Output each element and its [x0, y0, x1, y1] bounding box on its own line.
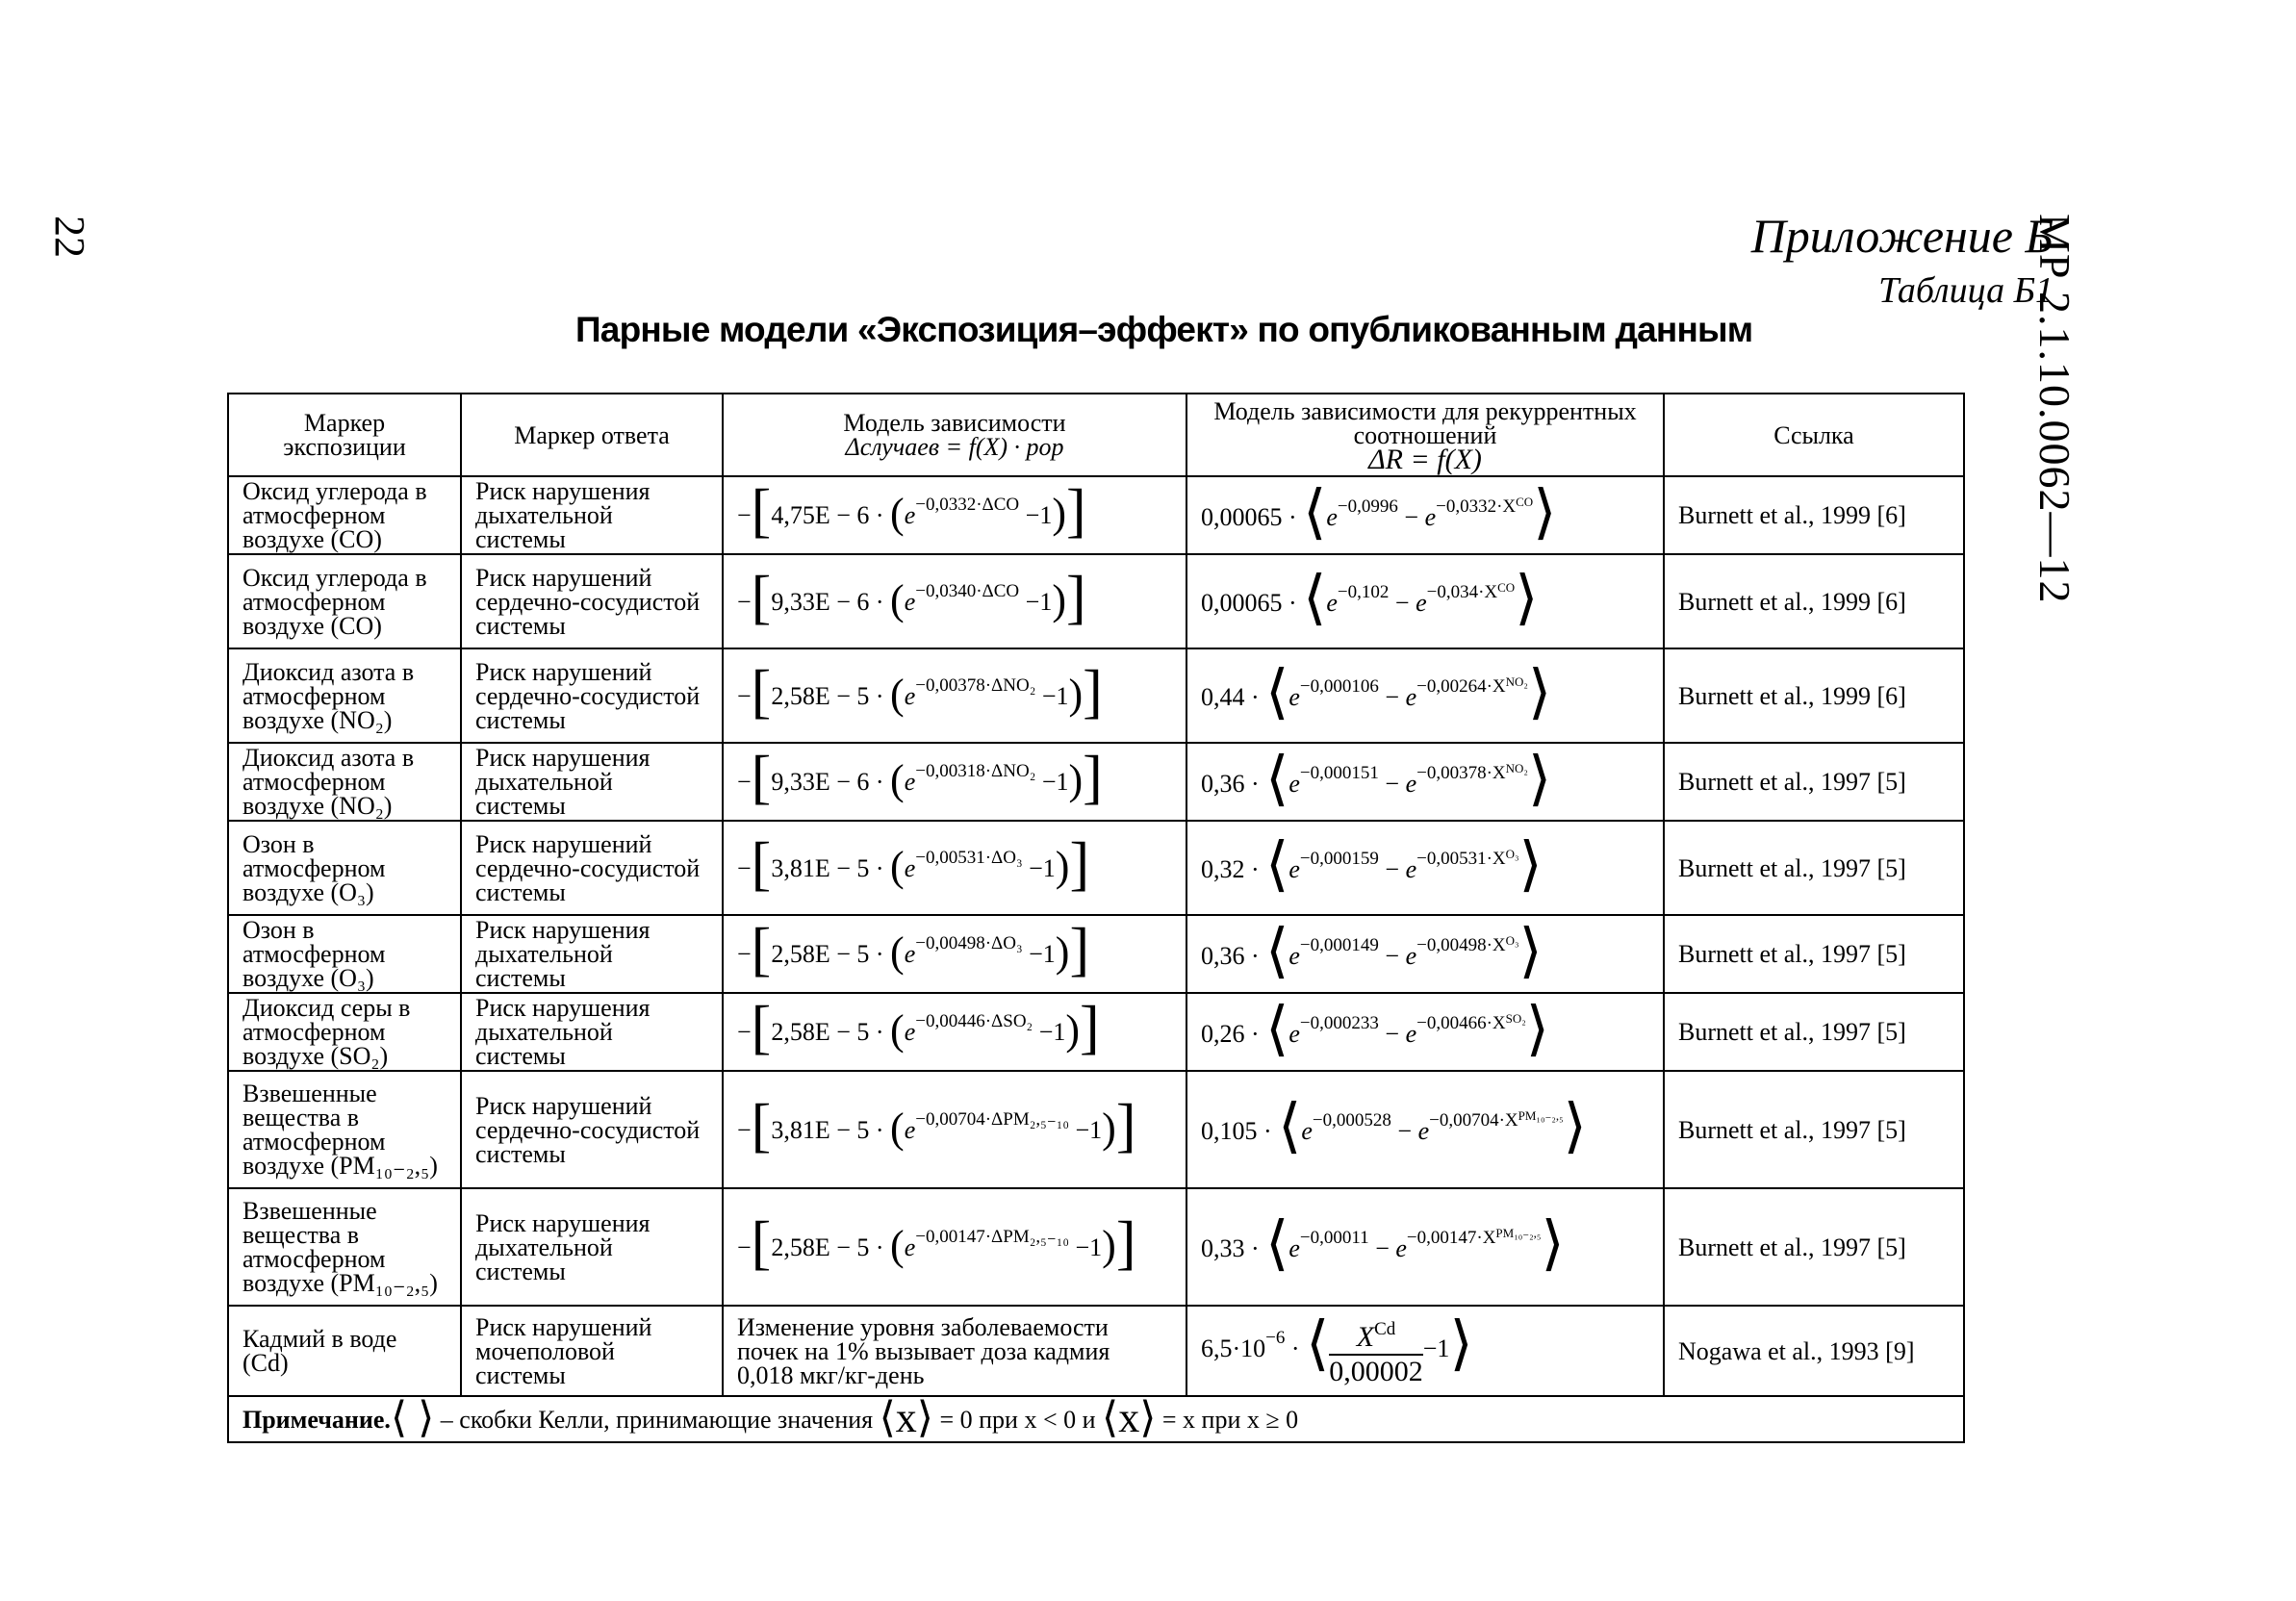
kelly-bracket-open: ⟨: [1265, 832, 1289, 898]
minus-sign: −: [737, 1233, 752, 1261]
paren-close: ): [1055, 928, 1070, 976]
header-model-label: Модель зависимости: [843, 409, 1066, 437]
model-exponent: −0,0340·ΔCO: [915, 580, 1020, 601]
reference-cell: Burnett et al., 1999 [6]: [1664, 554, 1964, 648]
euler-e: e: [1326, 502, 1338, 531]
recurrent-exponent-2: [1427, 582, 1516, 602]
recurrent-exponent-2-base: −0,00147·X: [1406, 1228, 1496, 1248]
model-formula-cell: [723, 554, 1186, 648]
recurrent-coefficient: 0,33: [1201, 1234, 1245, 1262]
bracket-open: [: [751, 478, 772, 544]
minus-sign: −: [737, 587, 752, 616]
model-coefficient: 2,58E − 5: [771, 940, 870, 968]
recurrent-exponent-2: [1416, 849, 1518, 869]
exposure-cell: Кадмий в воде (Cd): [228, 1306, 461, 1396]
recurrent-exponent-2-sup: O₃: [1505, 932, 1519, 948]
euler-e: e: [1288, 1234, 1300, 1262]
recurrent-exponent-2: [1436, 496, 1533, 517]
minus-sign: −: [737, 853, 752, 882]
minus-one: −1: [1022, 853, 1056, 882]
recurrent-coefficient: 6,5·10: [1201, 1334, 1266, 1362]
kelly-bracket-close: ⟩: [1518, 918, 1543, 984]
exposure-cell: Взвешенные вещества в атмосферном воздухе (PM₁₀₋₂,₅): [228, 1071, 461, 1188]
dot-operator: ·: [1282, 589, 1304, 617]
dot-operator: ·: [1244, 769, 1266, 798]
recurrent-exponent-2: [1416, 760, 1528, 783]
paren-open: (: [890, 1221, 905, 1269]
minus-one: −1: [1033, 1018, 1066, 1046]
table-row: [228, 476, 1964, 554]
dot-operator: ·: [869, 1115, 891, 1144]
recurrent-formula-cell: [1186, 1188, 1664, 1306]
note-text: – скобки Келли, принимающие значения: [440, 1405, 874, 1434]
recurrent-coefficient: 0,32: [1201, 855, 1245, 883]
model-coefficient: 3,81E − 5: [771, 853, 870, 882]
model-formula-cell: [723, 1071, 1186, 1188]
minus-sign: −: [1368, 1234, 1396, 1262]
recurrent-exponent-2: [1416, 676, 1528, 697]
model-exponent: −0,00446·ΔSO₂: [915, 1011, 1033, 1031]
table-number: Таблица Б1: [1878, 270, 2054, 311]
response-cell: Риск нарушений сердечно-сосудистой системы: [461, 554, 723, 648]
reference-cell: Burnett et al., 1997 [5]: [1664, 993, 1964, 1071]
recurrent-formula-cell: [1186, 648, 1664, 743]
kelly-bracket-open: ⟨: [1306, 1310, 1330, 1377]
model-coefficient: 2,58E − 5: [771, 681, 870, 710]
euler-e: e: [1405, 855, 1417, 883]
recurrent-exponent-2: [1416, 932, 1519, 955]
dot-operator: ·: [869, 940, 891, 968]
fraction: [1329, 1313, 1423, 1388]
kelly-bracket-open: ⟨: [1265, 746, 1289, 812]
exposure-cell: Диоксид серы в атмосферном воздухе (SO₂): [228, 993, 461, 1071]
header-reference: Ссылка: [1664, 394, 1964, 476]
model-text-cell: Изменение уровня заболеваемости почек на 1% вызывает доза кадмия 0,018 мкг/кг-день: [723, 1306, 1186, 1396]
exposure-cell: Диоксид азота в атмосферном воздухе (NO₂): [228, 743, 461, 821]
model-exponent: −0,00498·ΔO₃: [915, 933, 1023, 953]
note-cell: [228, 1396, 1964, 1442]
recurrent-exponent-2-sup: PM₁₀₋₂,₅: [1495, 1226, 1542, 1240]
model-coefficient: 2,58E − 5: [771, 1233, 870, 1261]
paren-open: (: [890, 670, 905, 718]
bracket-open: [: [751, 658, 772, 724]
bracket-close: ]: [1065, 478, 1086, 544]
model-coefficient: 2,58E − 5: [771, 1018, 870, 1046]
euler-e: e: [1326, 589, 1338, 617]
dot-operator: ·: [1282, 502, 1304, 531]
kelly-x-symbol: ⟨x⟩: [879, 1396, 933, 1441]
appendix-heading: Приложение Б: [1750, 209, 2054, 263]
paren-close: ): [1102, 1104, 1116, 1152]
kelly-bracket-open: ⟨: [1303, 479, 1327, 546]
kelly-bracket-close: ⟩: [1541, 1211, 1565, 1277]
euler-e: e: [1405, 683, 1417, 711]
reference-cell: Nogawa et al., 1993 [9]: [1664, 1306, 1964, 1396]
recurrent-exponent-2-base: −0,00466·X: [1416, 1012, 1506, 1033]
fraction-denominator: 0,00002: [1329, 1356, 1423, 1387]
euler-e: e: [1405, 941, 1417, 970]
kelly-bracket-open: ⟨: [1278, 1094, 1302, 1159]
model-formula-cell: [723, 648, 1186, 743]
table-row: [228, 1188, 1964, 1306]
header-model: [723, 394, 1186, 476]
recurrent-coefficient: 0,00065: [1201, 589, 1283, 617]
euler-e: e: [904, 1018, 916, 1046]
model-formula-cell: [723, 476, 1186, 554]
reference-cell: Burnett et al., 1997 [5]: [1664, 915, 1964, 993]
bracket-open: [: [751, 917, 772, 982]
recurrent-exponent-1: −0,000528: [1312, 1110, 1391, 1131]
bracket-open: [: [751, 995, 772, 1060]
recurrent-exponent-2-base: −0,0332·X: [1436, 496, 1517, 517]
recurrent-exponent-2-sup: NO₂: [1505, 674, 1528, 689]
response-cell: Риск нарушения дыхательной системы: [461, 1188, 723, 1306]
kelly-bracket-close: ⟩: [1449, 1310, 1473, 1377]
exposure-cell: Оксид углерода в атмосферном воздухе (CO): [228, 554, 461, 648]
reference-cell: Burnett et al., 1999 [6]: [1664, 476, 1964, 554]
recurrent-exponent-1: −0,000149: [1299, 934, 1379, 955]
recurrent-coefficient: 0,36: [1201, 941, 1245, 970]
recurrent-coefficient: 0,36: [1201, 769, 1245, 798]
paren-open: (: [890, 842, 905, 890]
model-coefficient: 9,33E − 6: [771, 587, 870, 616]
bracket-open: [: [751, 564, 772, 630]
euler-e: e: [1301, 1117, 1313, 1145]
paren-open: (: [890, 756, 905, 803]
response-cell: Риск нарушений сердечно-сосудистой системы: [461, 648, 723, 743]
paren-close: ): [1102, 1221, 1116, 1269]
recurrent-exponent-1: −0,000151: [1299, 762, 1379, 783]
note-label: Примечание.: [242, 1405, 391, 1434]
response-cell: Риск нарушения дыхательной системы: [461, 993, 723, 1071]
dot-operator: ·: [1257, 1117, 1279, 1145]
fraction-numerator: [1329, 1313, 1423, 1356]
table-row: [228, 821, 1964, 915]
model-exponent: −0,00378·ΔNO₂: [915, 674, 1036, 696]
bracket-close: ]: [1115, 1209, 1136, 1276]
table-row: [228, 915, 1964, 993]
recurrent-exponent-2-base: −0,00264·X: [1416, 676, 1506, 697]
response-cell: Риск нарушения дыхательной системы: [461, 915, 723, 993]
euler-e: e: [1395, 1234, 1407, 1262]
dot-operator: ·: [869, 1018, 891, 1046]
dot-operator: ·: [1244, 683, 1266, 711]
reference-cell: Burnett et al., 1997 [5]: [1664, 1071, 1964, 1188]
minus-one: −1: [1019, 587, 1053, 616]
minus-sign: −: [1378, 683, 1406, 711]
kelly-x-symbol: ⟨x⟩: [1102, 1396, 1157, 1441]
kelly-bracket-open: ⟨: [1265, 660, 1289, 725]
dot-operator: ·: [869, 681, 891, 710]
dot-operator: ·: [869, 1233, 891, 1261]
model-formula-cell: [723, 1188, 1186, 1306]
dot-operator: ·: [869, 853, 891, 882]
table-row: [228, 554, 1964, 648]
kelly-brackets-symbol: ⟨ ⟩: [390, 1396, 435, 1441]
table-body: [228, 476, 1964, 1442]
minus-one: −1: [1069, 1115, 1103, 1144]
minus-sign: −: [1378, 855, 1406, 883]
minus-sign: −: [1378, 1019, 1406, 1048]
dot-operator: ·: [869, 768, 891, 796]
dot-operator: ·: [1244, 941, 1266, 970]
table-row: [228, 648, 1964, 743]
kelly-bracket-open: ⟨: [1303, 566, 1327, 631]
model-formula-cell: [723, 743, 1186, 821]
recurrent-formula-cell: [1186, 554, 1664, 648]
bracket-close: ]: [1065, 564, 1086, 630]
bracket-close: ]: [1083, 658, 1103, 724]
model-formula-cell: [723, 915, 1186, 993]
response-cell: Риск нарушений мочеполовой системы: [461, 1306, 723, 1396]
kelly-bracket-close: ⟩: [1527, 660, 1552, 725]
euler-e: e: [1288, 855, 1300, 883]
euler-e: e: [1405, 1019, 1417, 1048]
kelly-bracket-close: ⟩: [1527, 746, 1552, 812]
response-cell: Риск нарушения дыхательной системы: [461, 743, 723, 821]
minus-sign: −: [737, 768, 752, 796]
paren-close: ): [1055, 842, 1070, 890]
recurrent-exponent-1: −0,00011: [1299, 1228, 1369, 1248]
kelly-bracket-close: ⟩: [1563, 1094, 1587, 1159]
minus-sign: −: [737, 1018, 752, 1046]
model-formula-cell: [723, 821, 1186, 915]
kelly-bracket-open: ⟨: [1265, 1211, 1289, 1277]
dot-operator: ·: [1244, 855, 1266, 883]
minus-sign: −: [1390, 1117, 1418, 1145]
model-coefficient: 4,75E − 6: [771, 501, 870, 529]
recurrent-formula-cell: [1186, 1306, 1664, 1396]
recurrent-exponent-2-sup: CO: [1497, 580, 1516, 595]
fraction-numerator-sup: Cd: [1374, 1319, 1396, 1339]
bracket-close: ]: [1115, 1092, 1136, 1158]
recurrent-exponent-2-base: −0,00498·X: [1416, 934, 1506, 955]
bracket-open: [: [751, 830, 772, 897]
reference-cell: Burnett et al., 1997 [5]: [1664, 821, 1964, 915]
minus-one: −1: [1035, 681, 1069, 710]
note-and: и: [1082, 1405, 1096, 1434]
recurrent-formula-cell: [1186, 743, 1664, 821]
recurrent-exponent-2: [1416, 1010, 1526, 1033]
euler-e: e: [904, 768, 916, 796]
bracket-open: [: [751, 745, 772, 810]
paren-open: (: [890, 490, 905, 537]
bracket-close: ]: [1069, 830, 1090, 897]
recurrent-exponent-2-sup: CO: [1516, 494, 1534, 509]
euler-e: e: [904, 587, 916, 616]
table-title: Парные модели «Экспозиция–эффект» по опубликованным данным: [575, 310, 1753, 349]
recurrent-exponent-1: −0,000106: [1299, 676, 1379, 697]
bracket-open: [: [751, 1209, 772, 1276]
kelly-bracket-open: ⟨: [1265, 996, 1289, 1062]
exposure-cell: Озон в атмосферном воздухе (O₃): [228, 915, 461, 993]
response-cell: Риск нарушения дыхательной системы: [461, 476, 723, 554]
table-header-row: [228, 394, 1964, 476]
model-exponent: −0,00147·ΔPM₂,₅₋₁₀: [915, 1226, 1069, 1247]
model-exponent: −0,00704·ΔPM₂,₅₋₁₀: [915, 1108, 1069, 1130]
minus-sign: −: [737, 940, 752, 968]
minus-sign: −: [737, 501, 752, 529]
bracket-close: ]: [1083, 745, 1103, 810]
minus-sign: −: [1378, 941, 1406, 970]
euler-e: e: [1417, 1117, 1430, 1145]
fraction-tail: −1: [1422, 1334, 1450, 1362]
paren-close: ): [1052, 490, 1066, 537]
recurrent-formula-cell: [1186, 821, 1664, 915]
recurrent-formula-cell: [1186, 993, 1664, 1071]
recurrent-coefficient: 0,44: [1201, 683, 1245, 711]
recurrent-exponent-2-sup: O₃: [1505, 847, 1519, 861]
euler-e: e: [904, 681, 916, 710]
paren-close: ): [1065, 1006, 1081, 1054]
header-model-formula: Δслучаев = f(X) · pop: [845, 433, 1064, 461]
minus-sign: −: [1397, 502, 1425, 531]
paren-open: (: [890, 1006, 905, 1054]
recurrent-coefficient: 0,105: [1201, 1117, 1258, 1145]
document-code: МР 2.1.10.0062—12: [2030, 214, 2079, 604]
recurrent-exponent-1: −0,000159: [1299, 849, 1379, 869]
header-recurrent: [1186, 394, 1664, 476]
recurrent-coefficient: 0,00065: [1201, 502, 1283, 531]
dot-operator: ·: [1244, 1019, 1266, 1048]
page-number: 22: [46, 216, 93, 258]
note-row: [228, 1396, 1964, 1442]
model-exponent: −0,0332·ΔCO: [915, 495, 1020, 515]
euler-e: e: [1288, 769, 1300, 798]
model-formula-cell: [723, 993, 1186, 1071]
recurrent-exponent-1: −0,000233: [1299, 1012, 1379, 1033]
reference-cell: Burnett et al., 1999 [6]: [1664, 648, 1964, 743]
euler-e: e: [904, 853, 916, 882]
note-condition-1: = 0 при x < 0: [939, 1405, 1077, 1434]
response-cell: Риск нарушений сердечно-сосудистой системы: [461, 821, 723, 915]
dot-operator: ·: [869, 501, 891, 529]
bracket-open: [: [751, 1092, 772, 1158]
euler-e: e: [1424, 502, 1437, 531]
table-row: [228, 1306, 1964, 1396]
dot-operator: ·: [1244, 1234, 1266, 1262]
euler-e: e: [904, 501, 916, 529]
recurrent-exponent-2-base: −0,00531·X: [1416, 849, 1506, 869]
exposure-cell: Взвешенные вещества в атмосферном воздухе (PM₁₀₋₂,₅): [228, 1188, 461, 1306]
table-row: [228, 1071, 1964, 1188]
recurrent-exponent-2: [1429, 1110, 1564, 1131]
model-coefficient: 9,33E − 6: [771, 768, 870, 796]
response-cell: Риск нарушений сердечно-сосудистой системы: [461, 1071, 723, 1188]
paren-close: ): [1052, 575, 1066, 623]
recurrent-exponent-2-sup: SO₂: [1505, 1010, 1526, 1026]
euler-e: e: [904, 940, 916, 968]
reference-cell: Burnett et al., 1997 [5]: [1664, 743, 1964, 821]
kelly-bracket-close: ⟩: [1515, 566, 1539, 631]
bracket-close: ]: [1080, 995, 1100, 1060]
model-exponent: −0,00318·ΔNO₂: [915, 761, 1036, 781]
recurrent-exponent-2-base: −0,00378·X: [1416, 762, 1506, 783]
exposure-cell: Оксид углерода в атмосферном воздухе (CO): [228, 476, 461, 554]
euler-e: e: [1288, 941, 1300, 970]
kelly-bracket-close: ⟩: [1518, 832, 1543, 898]
table-row: [228, 993, 1964, 1071]
bracket-close: ]: [1069, 917, 1090, 982]
exposure-cell: Диоксид азота в атмосферном воздухе (NO₂): [228, 648, 461, 743]
minus-one: −1: [1069, 1233, 1103, 1261]
dot-operator: ·: [1285, 1334, 1307, 1362]
recurrent-exponent-1: −0,102: [1337, 582, 1390, 602]
table-row: [228, 743, 1964, 821]
euler-e: e: [1288, 1019, 1300, 1048]
minus-sign: −: [737, 681, 752, 710]
recurrent-exponent-2: [1407, 1228, 1542, 1248]
kelly-bracket-close: ⟩: [1533, 479, 1557, 546]
paren-open: (: [890, 928, 905, 976]
minus-sign: −: [737, 1115, 752, 1144]
header-exposure: Маркер экспозиции: [228, 394, 461, 476]
paren-open: (: [890, 1104, 905, 1152]
minus-one: −1: [1022, 940, 1056, 968]
header-recurrent-label: Модель зависимости для рекуррентных соотношений: [1213, 396, 1637, 449]
recurrent-coefficient: 0,26: [1201, 1019, 1245, 1048]
recurrent-exponent-2-sup: PM₁₀₋₂,₅: [1518, 1108, 1564, 1123]
recurrent-exponent-2-sup: NO₂: [1505, 760, 1528, 775]
minus-one: −1: [1019, 501, 1053, 529]
model-coefficient: 3,81E − 5: [771, 1115, 870, 1144]
euler-e: e: [1405, 769, 1417, 798]
recurrent-formula-cell: [1186, 915, 1664, 993]
euler-e: e: [904, 1233, 916, 1261]
kelly-bracket-open: ⟨: [1265, 918, 1289, 984]
minus-sign: −: [1378, 769, 1406, 798]
euler-e: e: [1288, 683, 1300, 711]
exposure-cell: Озон в атмосферном воздухе (O₃): [228, 821, 461, 915]
reference-cell: Burnett et al., 1997 [5]: [1664, 1188, 1964, 1306]
kelly-bracket-close: ⟩: [1525, 996, 1549, 1062]
exposure-effect-table: [227, 393, 1965, 1443]
euler-e: e: [904, 1115, 916, 1144]
paren-open: (: [890, 575, 905, 623]
recurrent-exponent-1: −0,0996: [1337, 496, 1398, 517]
dot-operator: ·: [869, 587, 891, 616]
header-response: Маркер ответа: [461, 394, 723, 476]
fraction-numerator-x: X: [1356, 1321, 1375, 1353]
header-recurrent-formula: ΔR = f(X): [1368, 443, 1482, 475]
recurrent-formula-cell: [1186, 1071, 1664, 1188]
note-condition-2: = x при x ≥ 0: [1161, 1405, 1299, 1434]
recurrent-formula-cell: [1186, 476, 1664, 554]
minus-sign: −: [1389, 589, 1416, 617]
coefficient-exponent: −6: [1265, 1327, 1286, 1348]
minus-one: −1: [1035, 768, 1069, 796]
recurrent-exponent-2-base: −0,00704·X: [1429, 1110, 1518, 1131]
euler-e: e: [1416, 589, 1427, 617]
recurrent-exponent-2-base: −0,034·X: [1426, 582, 1498, 602]
paren-close: ): [1068, 670, 1084, 718]
model-exponent: −0,00531·ΔO₃: [915, 847, 1023, 868]
paren-close: ): [1068, 756, 1084, 803]
